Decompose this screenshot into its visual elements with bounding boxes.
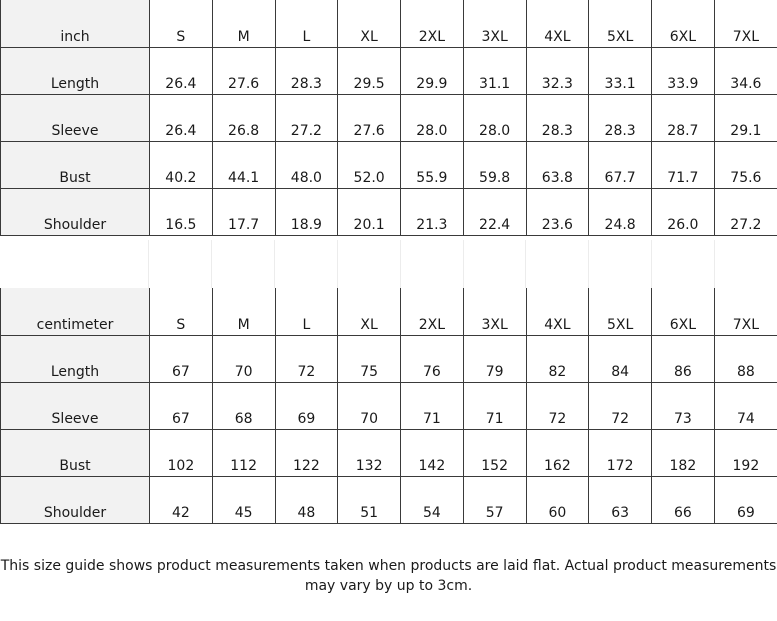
measurement-cell: 76 (401, 335, 464, 382)
table-row-shoulder (1, 188, 777, 235)
measurement-cell: 67.7 (589, 141, 652, 188)
measurement-cell: 20.1 (338, 188, 401, 235)
header-row (1, 288, 777, 335)
size-header-xl: XL (338, 288, 401, 335)
table-row-bust (1, 141, 777, 188)
size-header-6xl: 6XL (652, 288, 715, 335)
measurement-cell: 24.8 (589, 188, 652, 235)
measurement-cell: 52.0 (338, 141, 401, 188)
measurement-cell: 27.6 (212, 47, 275, 94)
row-label: Length (1, 47, 150, 94)
size-header-7xl: 7XL (714, 288, 777, 335)
measurement-cell: 26.8 (212, 94, 275, 141)
size-header-5xl: 5XL (589, 288, 652, 335)
measurement-cell: 26.4 (150, 47, 213, 94)
measurement-cell: 21.3 (401, 188, 464, 235)
size-header-3xl: 3XL (463, 288, 526, 335)
measurement-cell: 71 (463, 382, 526, 429)
measurement-cell: 28.0 (401, 94, 464, 141)
measurement-cell: 54 (401, 476, 464, 523)
measurement-cell: 182 (652, 429, 715, 476)
measurement-cell: 79 (463, 335, 526, 382)
size-header-m: M (212, 288, 275, 335)
measurement-cell: 73 (652, 382, 715, 429)
measurement-cell: 102 (150, 429, 213, 476)
measurement-cell: 71 (401, 382, 464, 429)
measurement-cell: 27.2 (714, 188, 777, 235)
row-label: Bust (1, 141, 150, 188)
measurement-cell: 29.1 (714, 94, 777, 141)
row-label: Sleeve (1, 382, 150, 429)
measurement-cell: 28.7 (652, 94, 715, 141)
measurement-cell: 192 (714, 429, 777, 476)
measurement-cell: 60 (526, 476, 589, 523)
size-header-l: L (275, 288, 338, 335)
size-header-6xl: 6XL (652, 0, 715, 47)
row-label: Shoulder (1, 476, 150, 523)
size-header-2xl: 2XL (401, 288, 464, 335)
measurement-cell: 152 (463, 429, 526, 476)
row-label: Sleeve (1, 94, 150, 141)
size-header-xl: XL (338, 0, 401, 47)
measurement-cell: 70 (212, 335, 275, 382)
measurement-cell: 22.4 (463, 188, 526, 235)
row-label: Bust (1, 429, 150, 476)
measurement-cell: 172 (589, 429, 652, 476)
row-label: Shoulder (1, 188, 150, 235)
measurement-cell: 86 (652, 335, 715, 382)
size-header-5xl: 5XL (589, 0, 652, 47)
measurement-cell: 70 (338, 382, 401, 429)
measurement-cell: 28.3 (589, 94, 652, 141)
size-header-s: S (150, 288, 213, 335)
size-table-inch (0, 0, 777, 236)
measurement-cell: 69 (275, 382, 338, 429)
measurement-cell: 29.9 (401, 47, 464, 94)
measurement-cell: 28.3 (275, 47, 338, 94)
table-spacer (0, 240, 777, 288)
size-header-3xl: 3XL (463, 0, 526, 47)
row-label: Length (1, 335, 150, 382)
measurement-cell: 71.7 (652, 141, 715, 188)
measurement-cell: 45 (212, 476, 275, 523)
table-row-sleeve (1, 94, 777, 141)
table-row-bust (1, 429, 777, 476)
size-table-centimeter (0, 288, 777, 524)
unit-label: centimeter (1, 288, 150, 335)
table-row-sleeve (1, 382, 777, 429)
measurement-cell: 28.0 (463, 94, 526, 141)
table-row-length (1, 335, 777, 382)
measurement-cell: 142 (401, 429, 464, 476)
size-header-l: L (275, 0, 338, 47)
measurement-cell: 27.6 (338, 94, 401, 141)
measurement-cell: 63.8 (526, 141, 589, 188)
size-guide-note: This size guide shows product measurements taken when products are laid flat. Actual product measurements may vary by up to 3cm. (0, 558, 777, 594)
measurement-cell: 29.5 (338, 47, 401, 94)
table-row-shoulder (1, 476, 777, 523)
measurement-cell: 132 (338, 429, 401, 476)
measurement-cell: 75.6 (714, 141, 777, 188)
size-header-m: M (212, 0, 275, 47)
measurement-cell: 75 (338, 335, 401, 382)
measurement-cell: 67 (150, 382, 213, 429)
measurement-cell: 18.9 (275, 188, 338, 235)
size-header-2xl: 2XL (401, 0, 464, 47)
measurement-cell: 66 (652, 476, 715, 523)
measurement-cell: 82 (526, 335, 589, 382)
measurement-cell: 69 (714, 476, 777, 523)
measurement-cell: 51 (338, 476, 401, 523)
measurement-cell: 17.7 (212, 188, 275, 235)
measurement-cell: 31.1 (463, 47, 526, 94)
measurement-cell: 48.0 (275, 141, 338, 188)
measurement-cell: 48 (275, 476, 338, 523)
measurement-cell: 55.9 (401, 141, 464, 188)
size-header-4xl: 4XL (526, 288, 589, 335)
measurement-cell: 72 (589, 382, 652, 429)
measurement-cell: 26.0 (652, 188, 715, 235)
measurement-cell: 34.6 (714, 47, 777, 94)
table-row-length (1, 47, 777, 94)
size-header-4xl: 4XL (526, 0, 589, 47)
measurement-cell: 63 (589, 476, 652, 523)
size-header-s: S (150, 0, 213, 47)
measurement-cell: 67 (150, 335, 213, 382)
measurement-cell: 88 (714, 335, 777, 382)
measurement-cell: 59.8 (463, 141, 526, 188)
measurement-cell: 16.5 (150, 188, 213, 235)
measurement-cell: 26.4 (150, 94, 213, 141)
measurement-cell: 33.9 (652, 47, 715, 94)
measurement-cell: 28.3 (526, 94, 589, 141)
measurement-cell: 72 (526, 382, 589, 429)
measurement-cell: 42 (150, 476, 213, 523)
measurement-cell: 68 (212, 382, 275, 429)
measurement-cell: 72 (275, 335, 338, 382)
measurement-cell: 27.2 (275, 94, 338, 141)
measurement-cell: 32.3 (526, 47, 589, 94)
measurement-cell: 40.2 (150, 141, 213, 188)
measurement-cell: 57 (463, 476, 526, 523)
measurement-cell: 162 (526, 429, 589, 476)
measurement-cell: 74 (714, 382, 777, 429)
measurement-cell: 44.1 (212, 141, 275, 188)
header-row (1, 0, 777, 47)
measurement-cell: 112 (212, 429, 275, 476)
measurement-cell: 84 (589, 335, 652, 382)
measurement-cell: 23.6 (526, 188, 589, 235)
measurement-cell: 122 (275, 429, 338, 476)
unit-label: inch (1, 0, 150, 47)
size-header-7xl: 7XL (714, 0, 777, 47)
measurement-cell: 33.1 (589, 47, 652, 94)
